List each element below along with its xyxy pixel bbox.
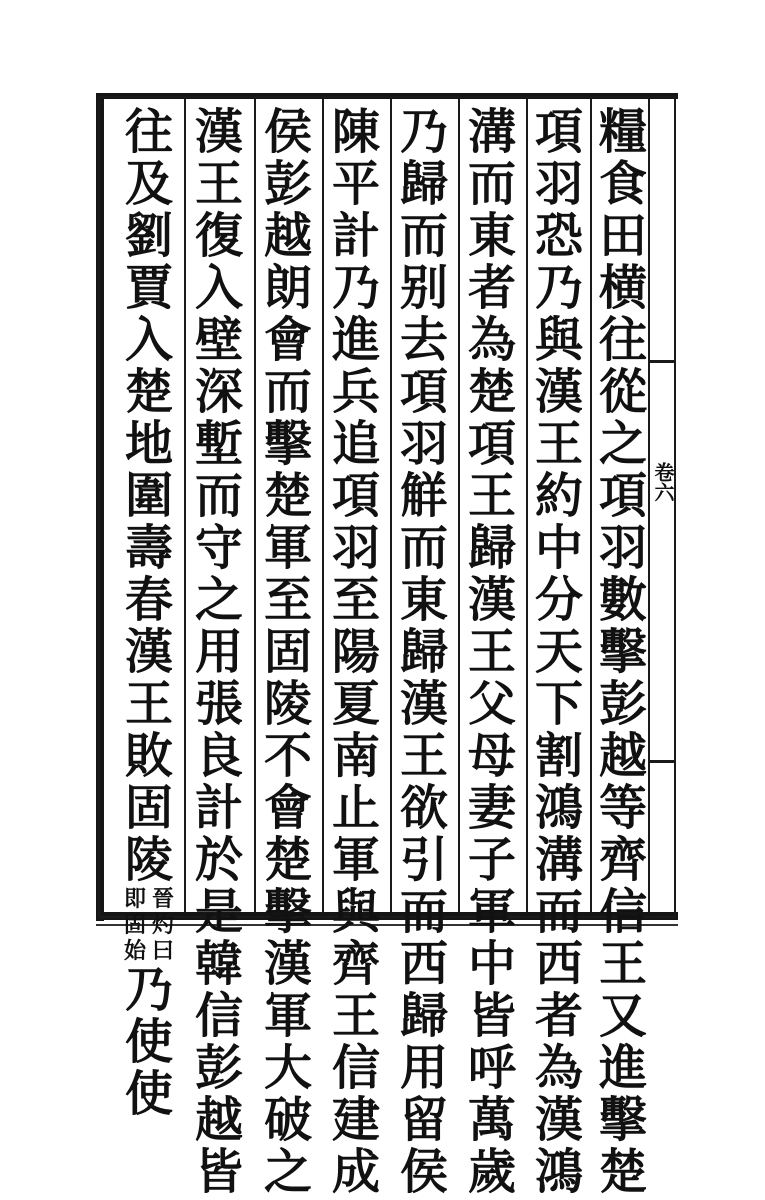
glyph: 項 — [399, 364, 448, 420]
glyph: 萬 — [467, 1092, 516, 1148]
glyph: 者 — [467, 260, 516, 316]
glyph: 羽 — [331, 520, 380, 576]
glyph: 漢 — [263, 936, 312, 992]
glyph: 乃 — [124, 962, 173, 1018]
glyph: 夏 — [331, 676, 380, 732]
glyph: 去 — [399, 312, 448, 368]
glyph: 割 — [534, 728, 583, 784]
glyph: 陳 — [331, 104, 380, 160]
glyph: 項 — [331, 468, 380, 524]
glyph: 乃 — [534, 260, 583, 316]
glyph: 用 — [399, 1040, 448, 1096]
glyph: 賈 — [124, 260, 173, 316]
glyph: 擊 — [263, 884, 312, 940]
glyph: 楚 — [598, 1144, 647, 1200]
margin-label: 卷六 — [651, 462, 675, 502]
glyph: 歲 — [467, 1144, 516, 1200]
column-divider — [254, 99, 256, 913]
margin-strip — [648, 99, 678, 913]
glyph: 王 — [124, 676, 173, 732]
glyph: 是 — [194, 884, 243, 940]
glyph: 彭 — [598, 676, 647, 732]
annotation-glyph: 始 — [123, 938, 146, 964]
annotation-glyph: 固 — [123, 912, 146, 938]
glyph: 陵 — [124, 832, 173, 888]
glyph: 之 — [194, 572, 243, 628]
glyph: 欲 — [399, 780, 448, 836]
glyph: 為 — [467, 312, 516, 368]
glyph: 軍 — [263, 988, 312, 1044]
glyph: 楚 — [263, 832, 312, 888]
glyph: 中 — [467, 936, 516, 992]
glyph: 往 — [598, 312, 647, 368]
glyph: 塹 — [194, 416, 243, 472]
glyph: 進 — [331, 312, 380, 368]
annotation-glyph: 曰 — [152, 938, 175, 964]
fishtail-mark — [650, 760, 674, 763]
column-divider — [526, 99, 528, 913]
glyph: 韓 — [194, 936, 243, 992]
glyph: 軍 — [331, 832, 380, 888]
inline-annotation — [124, 886, 174, 964]
glyph: 越 — [194, 1092, 243, 1148]
glyph: 及 — [124, 156, 173, 212]
glyph: 數 — [598, 572, 647, 628]
glyph: 陽 — [331, 624, 380, 680]
glyph: 成 — [331, 1144, 380, 1200]
glyph: 東 — [399, 572, 448, 628]
column-divider — [184, 99, 186, 913]
glyph: 彭 — [194, 1040, 243, 1096]
glyph: 使 — [124, 1066, 173, 1122]
glyph: 與 — [331, 884, 380, 940]
glyph: 壽 — [124, 520, 173, 576]
glyph: 大 — [263, 1040, 312, 1096]
glyph: 王 — [467, 468, 516, 524]
text-column — [530, 104, 588, 1200]
glyph: 圍 — [124, 468, 173, 524]
column-divider — [322, 99, 324, 913]
glyph: 侯 — [399, 1144, 448, 1200]
glyph: 漢 — [194, 104, 243, 160]
glyph: 王 — [194, 156, 243, 212]
annotation-glyph: 即 — [123, 886, 146, 912]
glyph: 等 — [598, 780, 647, 836]
glyph: 深 — [194, 364, 243, 420]
column-text — [120, 104, 178, 1122]
glyph: 楚 — [124, 364, 173, 420]
annotation-glyph: 灼 — [152, 912, 175, 938]
glyph: 齊 — [598, 832, 647, 888]
glyph: 南 — [331, 728, 380, 784]
glyph: 從 — [598, 364, 647, 420]
glyph: 計 — [331, 208, 380, 264]
glyph: 張 — [194, 676, 243, 732]
glyph: 建 — [331, 1092, 380, 1148]
text-column — [120, 104, 178, 1122]
glyph: 王 — [331, 988, 380, 1044]
glyph: 食 — [598, 156, 647, 212]
glyph: 項 — [467, 416, 516, 472]
glyph: 約 — [534, 468, 583, 524]
glyph: 與 — [534, 312, 583, 368]
glyph: 皆 — [467, 988, 516, 1044]
glyph: 計 — [194, 780, 243, 836]
glyph: 而 — [263, 364, 312, 420]
glyph: 彭 — [263, 156, 312, 212]
glyph: 使 — [124, 1014, 173, 1070]
glyph: 呼 — [467, 1040, 516, 1096]
glyph: 破 — [263, 1092, 312, 1148]
glyph: 西 — [534, 936, 583, 992]
glyph: 軍 — [467, 884, 516, 940]
glyph: 至 — [263, 572, 312, 628]
glyph: 乃 — [331, 260, 380, 316]
glyph: 陵 — [263, 676, 312, 732]
glyph: 又 — [598, 988, 647, 1044]
glyph: 用 — [194, 624, 243, 680]
glyph: 乃 — [399, 104, 448, 160]
column-text — [463, 104, 521, 1200]
glyph: 入 — [124, 312, 173, 368]
glyph: 擊 — [263, 416, 312, 472]
glyph: 於 — [194, 832, 243, 888]
glyph: 羽 — [598, 520, 647, 576]
glyph: 東 — [467, 208, 516, 264]
glyph: 子 — [467, 832, 516, 888]
glyph: 鴻 — [534, 780, 583, 836]
glyph: 王 — [467, 624, 516, 680]
text-column — [594, 104, 652, 1200]
glyph: 會 — [263, 312, 312, 368]
glyph: 羽 — [534, 156, 583, 212]
column-text — [594, 104, 652, 1200]
glyph: 羽 — [399, 416, 448, 472]
glyph: 壁 — [194, 312, 243, 368]
annotation-line — [124, 886, 146, 964]
glyph: 横 — [598, 260, 647, 316]
glyph: 敗 — [124, 728, 173, 784]
column-text — [190, 104, 248, 1200]
glyph: 復 — [194, 208, 243, 264]
glyph: 留 — [399, 1092, 448, 1148]
glyph: 之 — [598, 416, 647, 472]
text-column — [259, 104, 317, 1200]
column-divider — [458, 99, 460, 913]
glyph: 信 — [331, 1040, 380, 1096]
glyph: 越 — [598, 728, 647, 784]
glyph: 漢 — [534, 364, 583, 420]
glyph: 溝 — [534, 832, 583, 888]
glyph: 會 — [263, 780, 312, 836]
glyph: 鴻 — [534, 1144, 583, 1200]
glyph: 項 — [534, 104, 583, 160]
glyph: 朗 — [263, 260, 312, 316]
glyph: 而 — [194, 468, 243, 524]
glyph: 歸 — [399, 156, 448, 212]
glyph: 楚 — [467, 364, 516, 420]
glyph: 觧 — [399, 468, 448, 524]
glyph: 歸 — [467, 520, 516, 576]
glyph: 良 — [194, 728, 243, 784]
glyph: 中 — [534, 520, 583, 576]
glyph: 者 — [534, 988, 583, 1044]
glyph: 侯 — [263, 104, 312, 160]
glyph: 楚 — [263, 468, 312, 524]
glyph: 兵 — [331, 364, 380, 420]
glyph: 糧 — [598, 104, 647, 160]
glyph: 妻 — [467, 780, 516, 836]
column-divider — [390, 99, 392, 913]
glyph: 王 — [534, 416, 583, 472]
glyph: 之 — [263, 1144, 312, 1200]
glyph: 母 — [467, 728, 516, 784]
glyph: 歸 — [399, 624, 448, 680]
glyph: 而 — [399, 884, 448, 940]
glyph: 齊 — [331, 936, 380, 992]
glyph: 溝 — [467, 104, 516, 160]
annotation-line — [152, 886, 174, 964]
glyph: 劉 — [124, 208, 173, 264]
glyph: 往 — [124, 104, 173, 160]
text-column — [190, 104, 248, 1200]
glyph: 不 — [263, 728, 312, 784]
text-column — [463, 104, 521, 1200]
glyph: 西 — [399, 936, 448, 992]
glyph: 王 — [399, 728, 448, 784]
glyph: 而 — [467, 156, 516, 212]
glyph: 止 — [331, 780, 380, 836]
column-text — [530, 104, 588, 1200]
frame-bottom-rule — [96, 924, 678, 926]
glyph: 軍 — [263, 520, 312, 576]
glyph: 恐 — [534, 208, 583, 264]
glyph: 項 — [598, 468, 647, 524]
glyph: 下 — [534, 676, 583, 732]
fishtail-mark — [650, 360, 674, 363]
glyph: 越 — [263, 208, 312, 264]
glyph: 追 — [331, 416, 380, 472]
glyph: 田 — [598, 208, 647, 264]
glyph: 固 — [124, 780, 173, 836]
glyph: 平 — [331, 156, 380, 212]
glyph: 擊 — [598, 1092, 647, 1148]
glyph: 擊 — [598, 624, 647, 680]
column-text — [327, 104, 385, 1200]
glyph: 歸 — [399, 988, 448, 1044]
glyph: 入 — [194, 260, 243, 316]
glyph: 漢 — [399, 676, 448, 732]
glyph: 守 — [194, 520, 243, 576]
glyph: 引 — [399, 832, 448, 888]
glyph: 漢 — [534, 1092, 583, 1148]
glyph: 信 — [598, 884, 647, 940]
glyph: 為 — [534, 1040, 583, 1096]
glyph: 而 — [399, 208, 448, 264]
glyph: 春 — [124, 572, 173, 628]
column-divider — [590, 99, 592, 913]
annotation-glyph: 晉 — [152, 886, 175, 912]
glyph: 漢 — [124, 624, 173, 680]
glyph: 天 — [534, 624, 583, 680]
text-column — [395, 104, 453, 1200]
glyph: 别 — [399, 260, 448, 316]
glyph: 王 — [598, 936, 647, 992]
glyph: 而 — [399, 520, 448, 576]
glyph: 信 — [194, 988, 243, 1044]
glyph: 進 — [598, 1040, 647, 1096]
glyph: 皆 — [194, 1144, 243, 1200]
glyph: 固 — [263, 624, 312, 680]
glyph: 而 — [534, 884, 583, 940]
column-text — [259, 104, 317, 1200]
glyph: 漢 — [467, 572, 516, 628]
glyph: 父 — [467, 676, 516, 732]
glyph: 地 — [124, 416, 173, 472]
column-text — [395, 104, 453, 1200]
text-column — [327, 104, 385, 1200]
glyph: 至 — [331, 572, 380, 628]
glyph: 分 — [534, 572, 583, 628]
